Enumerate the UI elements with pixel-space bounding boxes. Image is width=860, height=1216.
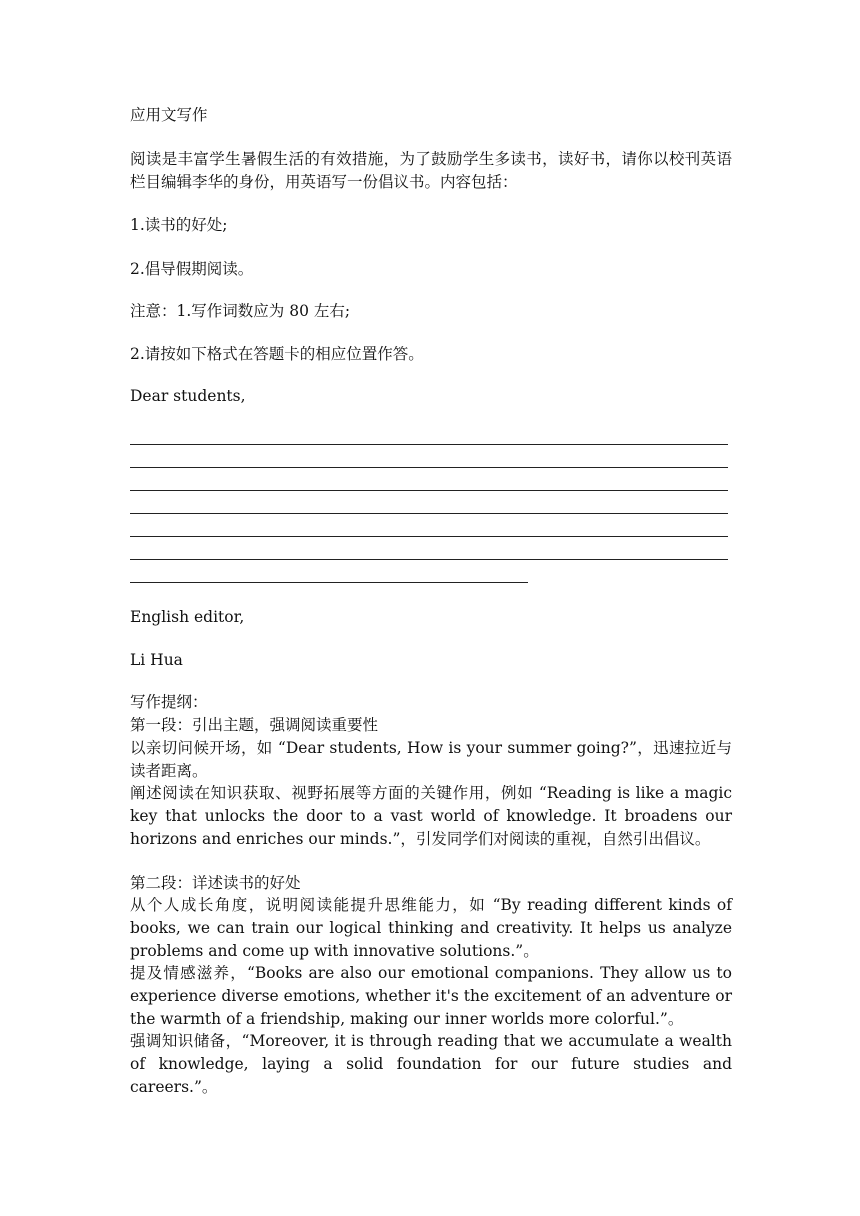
answer-line — [130, 536, 728, 537]
answer-line — [130, 513, 728, 514]
outline-para2-item3: 强调知识储备，“Moreover, it is through reading that we accumulate a wealth of knowledge, laying a solid foundation for our future studies and careers.”。 — [130, 1032, 732, 1096]
answer-line — [130, 582, 528, 583]
answer-line — [130, 559, 728, 560]
outline-heading: 写作提纲： — [130, 693, 208, 711]
prompt-point-2: 2.倡导假期阅读。 — [130, 260, 254, 278]
outline-para1-item2: 阐述阅读在知识获取、视野拓展等方面的关键作用，例如 “Reading is like a magic key that unlocks the door to a vast world of knowledge. It broadens our horizons and enriches our minds.”，引发同学们对阅读的重视，自然引出倡议。 — [130, 784, 732, 848]
answer-line — [130, 490, 728, 491]
outline-para2-heading: 第二段：详述读书的好处 — [130, 874, 301, 892]
outline-para2-item1: 从个人成长角度，说明阅读能提升思维能力，如 “By reading different kinds of books, we can train our logical thinking and creativity. It helps us analyze problems and come up with innovative solutions.”。 — [130, 896, 732, 960]
outline-para2-item2: 提及情感滋养，“Books are also our emotional companions. They allow us to experience diverse emotions, whether it's the excitement of an adventure or the warmth of a friendship, making our inner worlds more colorful.”。 — [130, 964, 732, 1028]
answer-line — [130, 444, 728, 445]
letter-signature: Li Hua — [130, 651, 183, 669]
outline-para1-heading: 第一段：引出主题，强调阅读重要性 — [130, 716, 379, 734]
letter-closing: English editor, — [130, 608, 245, 626]
prompt-note-2: 2.请按如下格式在答题卡的相应位置作答。 — [130, 345, 424, 363]
letter-greeting: Dear students, — [130, 387, 246, 405]
section-title: 应用文写作 — [130, 106, 208, 124]
prompt-note-1: 注意：1.写作词数应为 80 左右; — [130, 302, 351, 320]
prompt-intro: 阅读是丰富学生暑假生活的有效措施，为了鼓励学生多读书，读好书，请你以校刊英语栏目编辑李华的身份，用英语写一份倡议书。内容包括： — [130, 150, 732, 191]
answer-line — [130, 467, 728, 468]
outline-para1-item1: 以亲切问候开场，如 “Dear students, How is your summer going?”，迅速拉近与读者距离。 — [130, 739, 732, 780]
prompt-point-1: 1.读书的好处; — [130, 216, 228, 234]
